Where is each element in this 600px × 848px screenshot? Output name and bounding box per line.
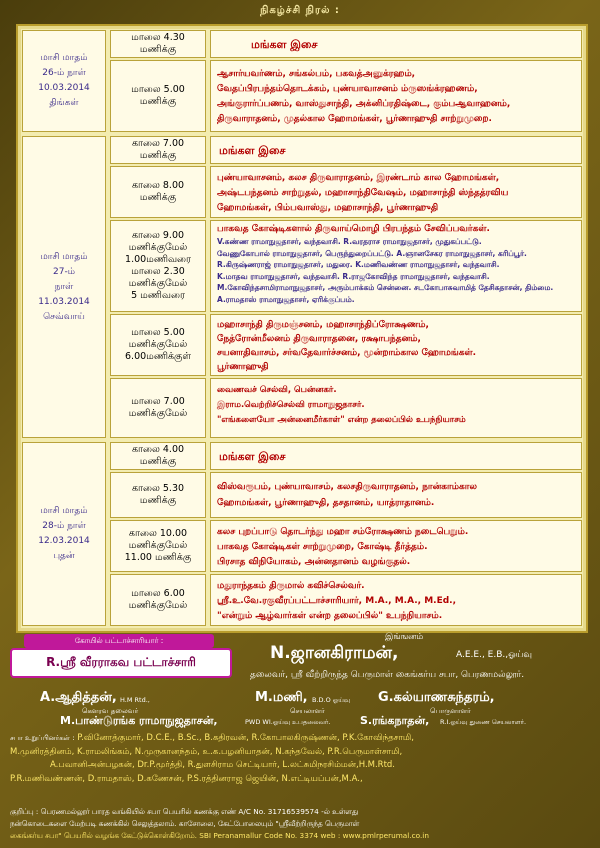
members-label: சபா உறுப்பினர்கள் :: [10, 734, 75, 742]
day2-time-4: [110, 314, 206, 376]
time-line: மாலை 2.30: [131, 266, 185, 277]
day2-date: [22, 136, 106, 438]
header: [0, 0, 600, 22]
date-line: மாசி மாதம்: [40, 506, 88, 516]
date-line: 27-ம்: [53, 266, 75, 277]
program-line: பாகவத கோஷ்டிகள் சாற்றுமுறை, கோஷ்டி தீர்த்தம்.: [217, 542, 428, 552]
program-line: ஸ்ரீ.உ.வே.ரகுவீரப்பட்டாச்சாரியார், M.A., M.A., M.Ed.,: [217, 596, 456, 606]
members-line: M.முனிரத்தினம், K.ராமலிங்கம், N.முருகானந்தம், உ.க.பழனியாதன், N.கந்தவேல், P.R.பெருமாள்சாமி,: [10, 746, 403, 757]
day3-program-3: [210, 520, 582, 572]
day2-program-1: [210, 136, 582, 164]
program-line: மஹாசாந்தி திருமஞ்சனம், மஹாசாந்திப்ரோக்ஷணம்,: [217, 320, 429, 330]
program-line: மங்கள இசை: [219, 449, 286, 463]
time-line: மணிக்கு: [139, 456, 177, 467]
program-heading: பாகவத கோஷ்டிகளால் திருவாய்மொழி பிரபந்தம் சேவிப்பவர்கள்.: [217, 224, 490, 234]
time-line: மணிக்குமேல்: [128, 278, 188, 289]
date-line: செவ்வாய்: [43, 311, 85, 322]
time-line: 5 மணிவரை: [131, 290, 185, 301]
program-line: நேத்ரோன்மீலனம் திருவாராதனை, ரக்ஷாபந்தனம்,: [217, 334, 421, 344]
time-line: மணிக்கு: [139, 495, 177, 506]
members-line: P.R.மணிவண்ணன், D.ராமதாஸ், D.கணேசன், P.S.ரத்தினராஜ ஜெயின், N.எட்டியப்பன்,M.A.,: [10, 773, 363, 784]
program-line: A.ராமதாஸ் ராமாநுஜதாசர், ஏரிக்குப்பம்.: [217, 294, 355, 304]
day2-time-5: [110, 378, 206, 438]
day2-program-3: [210, 220, 582, 312]
time-line: மாலை 7.00: [131, 396, 185, 407]
program-line: மங்கள இசை: [219, 143, 286, 157]
members-block: [10, 732, 590, 786]
program-line: K.மாதவ ராமாநுஜதாசர், வந்தவாசி. R.ராஜகோவிந்த ராமாநுஜதாசர், வந்தவாசி.: [217, 271, 490, 281]
officer-name: G.கல்யாணசுந்தரம்,: [378, 690, 495, 705]
officer-role: செயலாளர்: [290, 707, 325, 715]
day3-program-1: [210, 442, 582, 470]
program-line: V.கண்ண ராமாநுஜதாசர், வந்தவாசி. R.வரதராச ராமாநுஜதாசர், முதுகப்பட்டு.: [217, 237, 482, 246]
time-line: மாலை 5.00: [131, 84, 185, 95]
day2-time-1: [110, 136, 206, 164]
date-line: 28-ம் நாள்: [42, 521, 86, 531]
day2-time-3: [110, 220, 206, 312]
date-line: 11.03.2014: [38, 296, 90, 307]
time-line: மணிக்கு: [139, 150, 177, 161]
officer-role: கௌரவ தலைவர்: [82, 707, 139, 715]
day3-time-2: [110, 472, 206, 518]
day2-program-4: [210, 314, 582, 376]
time-line: 6.00மணிக்குள்: [125, 351, 191, 362]
time-line: மணிக்கு: [139, 44, 177, 55]
day1-time-1: [110, 30, 206, 58]
date-line: 12.03.2014: [38, 536, 90, 546]
members-line: A.பவானிஅன்பழகன், Dr.P.மூர்த்தி, R.துளசிராம செட்டியார், L.லட்சுமிநரசிம்மன்,H.M.Rtd.: [50, 760, 396, 770]
program-line: சயனாதிவாசம், சர்வதேவார்ச்சனம், மூன்றாம்கால ஹோமங்கள்.: [217, 348, 477, 358]
program-line: மதுராந்தகம் திருமால் கவிச்செல்வர்.: [217, 581, 365, 591]
time-line: காலை 9.00: [131, 230, 185, 241]
date-line: மாசி மாதம்: [40, 53, 88, 63]
time-line: காலை 10.00: [128, 528, 188, 539]
program-line: வைணவச் செல்வி, பென்னகர்.: [217, 385, 337, 395]
program-line: புண்யாவாசனம், கலச திருவாராதனம், இரண்டாம் கால ஹோமங்கள்,: [217, 173, 500, 183]
time-line: மாலை 6.00: [131, 588, 185, 599]
program-line: M.கோவிந்தசாமிராமாநுஜதாசர், அரும்பாக்கம் சென்னை. சடகோபாசுவாமித் தேசிகதாசன், திம்மை.: [217, 283, 554, 292]
program-line: R.கிருஷ்ணராஜ் ராமாநுஜதாசர், மதுரை. K.மணிவண்ண ராமாநுஜதாசர், வந்தவாசி.: [217, 260, 500, 269]
time-line: மணிக்கு: [139, 96, 177, 107]
day2-program-5: [210, 378, 582, 438]
day3-time-4: [110, 574, 206, 626]
priest-label: கோயில் பட்டாச்சாரியார் :: [24, 634, 214, 648]
program-line: மங்கள இசை: [251, 37, 318, 51]
program-line: அஷ்டபந்தனம் சாற்றுதல், மஹாசாந்திவேஷம், மஹாசாந்தி ஸ்ந்தத்ரவிய: [217, 188, 509, 198]
officer-suffix: PWD WI.ஓய்வு உபதலைவர்.: [245, 718, 331, 726]
time-line: மணிக்குமேல்: [128, 339, 188, 350]
program-line: "என்றும் ஆழ்வார்கள் என்ற தலைப்பில்" உபந்நியாசம்.: [217, 611, 443, 621]
day1-program-2: [210, 60, 582, 132]
date-line: திங்கள்: [49, 98, 79, 108]
organizer-name: N.ஜானகிராமன்,: [270, 643, 399, 663]
officer-suffix: H.M Rtd.,: [120, 696, 150, 704]
footer-line: நன்கொடைகளை மேற்படி கணக்கில் செலுத்தலாம். காசோலை, கேட்போலையும் "ஸ்ரீவீற்றிருந்த பெருமாள்: [10, 819, 360, 828]
program-line: ஆசார்யவர்ணம், சங்கல்பம், பகவத்அனுக்ரஹம்,: [217, 69, 416, 79]
organizer-role: தலைவர், ஸ்ரீ வீற்றிருந்த பெருமாள் கைங்கர்ய சபா, பெரணமல்லூர்.: [250, 670, 525, 680]
program-line: வேணுகோபால் ராமாநுஜதாசர், பெருந்துறைப்பட்டு. A.ஞானசேகர ராமாநுஜதாசர், கரிப்பூர்.: [217, 248, 527, 258]
time-line: 1.00மணிவரை: [125, 254, 191, 265]
program-line: ஹோமங்கள், பிம்பவாஸ்து, மஹாசாந்தி, பூர்ணாஹுதி: [217, 203, 439, 213]
date-line: மாசி மாதம்: [40, 251, 88, 262]
day2-program-2: [210, 166, 582, 218]
officer-name: A.ஆதித்தன்,: [40, 690, 117, 705]
day1-time-2: [110, 60, 206, 132]
officer-suffix: B.D.O ஓய்வு: [312, 696, 351, 704]
officer-name: M.பாண்டுரங்க ராமாநுஜதாசன்,: [60, 714, 218, 727]
time-line: மணிக்குமேல்: [128, 242, 188, 253]
footer-line: குறிப்பு : பெரணமல்லூர் பாரத வங்கியில் சபா பெயரில் கணக்கு எண் A/C No. 31716539574 -ல் உள்ளது: [10, 807, 359, 816]
day3-program-2: [210, 472, 582, 518]
priest-name: R.ஸ்ரீ வீரராகவ பட்டாச்சாரி: [10, 648, 232, 678]
members-line: P.வினோத்குமார், D.C.E., B.Sc., B.கதிரவன், R.கோபாலகிருஷ்ணன், P.K.கோவிந்தசாமி,: [77, 733, 414, 743]
date-line: நாள்: [54, 281, 74, 292]
program-line: கலச புறப்பாடு தொடர்ந்து மஹா சம்ரோக்ஷணம் நடைபெறும்.: [217, 527, 469, 537]
day2-time-2: [110, 166, 206, 218]
date-line: புதன்: [53, 551, 75, 561]
footer-line: கைங்கர்ய சபா" பெயரில் வழங்க கேட்டுக்கொள்கிறோம். SBI Peranamallur Code No. 3374 web : www.pmlrperumal.co.in: [10, 831, 429, 840]
time-line: மணிக்குமேல்: [128, 540, 188, 551]
organizer-intro: இங்ஙனம்: [385, 632, 424, 642]
time-line: காலை 7.00: [131, 138, 185, 149]
date-line: 26-ம் நாள்: [42, 68, 86, 78]
program-line: திருவாராதனம், முதல்கால ஹோமங்கள், பூர்ணாஹுதி சாற்றுமுறை.: [217, 114, 492, 124]
schedule-frame: [16, 24, 588, 633]
program-line: இராம.வெற்றிச்செல்வி ராமாநுஜதாசர்.: [217, 400, 365, 410]
program-line: "எங்களையோ அன்னைமீர்காள்" என்ற தலைப்பில் உபந்நியாசம்: [217, 415, 466, 425]
officer-name: S.ரங்கநாதன்,: [360, 714, 430, 727]
day3-time-1: [110, 442, 206, 470]
program-line: பிரசாத விநியோகம், அன்னதானம் வழங்குதல்.: [217, 557, 411, 567]
day1-date: [22, 30, 106, 132]
time-line: 11.00 மணிக்கு: [124, 552, 192, 563]
officer-suffix: R.I.ஓய்வு துணை செயலாளர்.: [440, 718, 527, 726]
page-title: நிகழ்ச்சி நிரல் :: [260, 5, 340, 16]
time-line: காலை 5.30: [131, 483, 185, 494]
time-line: மாலை 5.00: [131, 327, 185, 338]
date-line: 10.03.2014: [38, 83, 90, 93]
officer-name: M.மணி,: [255, 690, 308, 705]
program-line: வேதப்பிரபந்தம்தொடக்கம், புண்யாவாசனம் ம்ருஸங்க்ரஹணம்,: [217, 84, 478, 94]
time-line: மாலை 4.30: [131, 32, 185, 43]
day3-date: [22, 442, 106, 626]
day3-program-4: [210, 574, 582, 626]
program-line: அங்குரார்ப்பணம், வாஸ்துசாந்தி, அக்னிப்ரதிஷ்டை, கும்பஆவாஹனம்,: [217, 99, 511, 109]
officer-role: பொருளாளர்: [430, 707, 471, 715]
program-line: பூர்ணாஹுதி: [217, 362, 269, 372]
organizer-quals: A.E.E., E.B.,ஓய்வு: [456, 650, 532, 660]
day3-time-3: [110, 520, 206, 572]
program-line: விஸ்வரூபம், புண்யாவாசம், கலசதிருவாராதனம், நான்காம்கால: [217, 482, 477, 492]
time-line: மணிக்குமேல்: [128, 600, 188, 611]
time-line: மணிக்குமேல்: [128, 408, 188, 419]
program-line: ஹோமங்கள், பூர்ணாஹுதி, தசதானம், யாத்ராதானம்.: [217, 498, 435, 508]
footer-note: [10, 806, 590, 842]
day1-program-1: [210, 30, 582, 58]
time-line: காலை 4.00: [131, 444, 185, 455]
time-line: காலை 8.00: [131, 180, 185, 191]
time-line: மணிக்கு: [139, 192, 177, 203]
